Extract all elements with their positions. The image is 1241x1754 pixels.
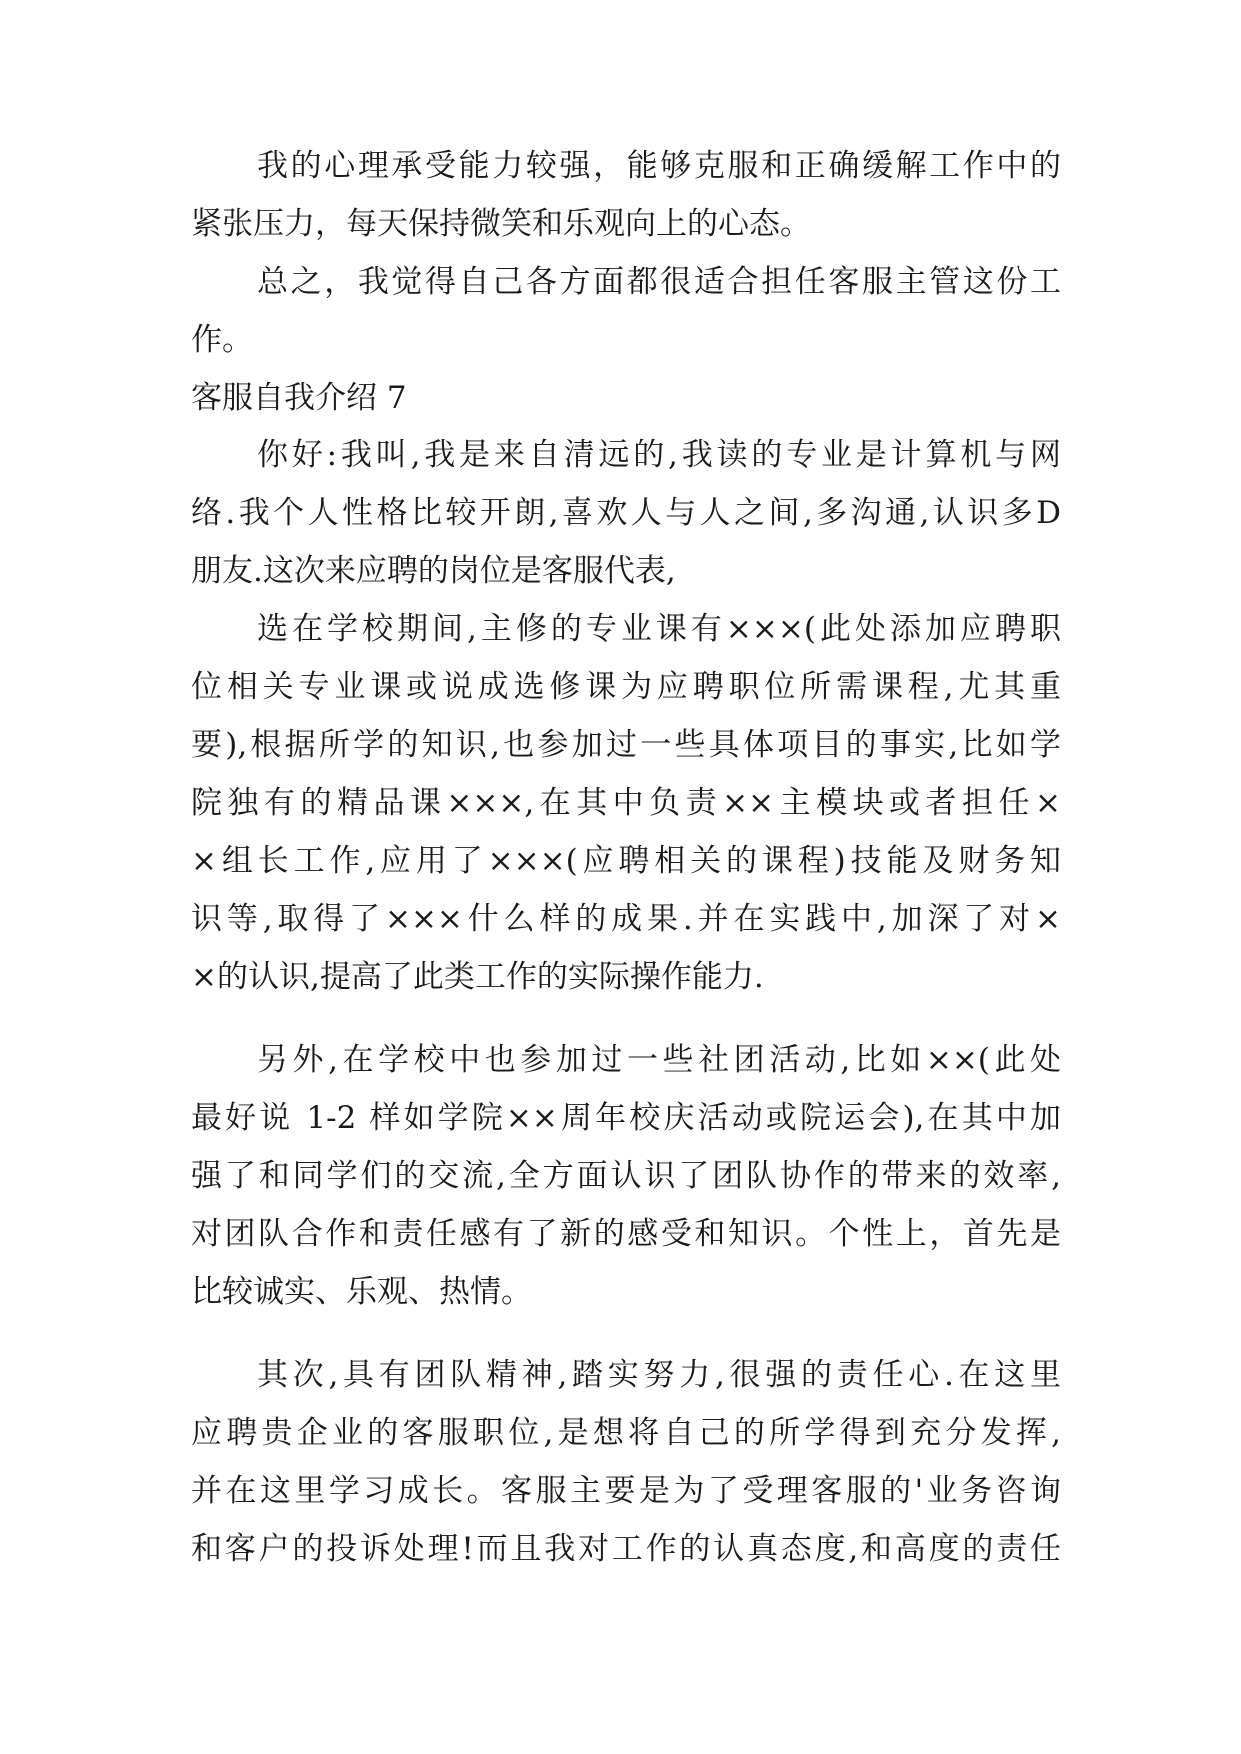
paragraph-line: 络.我个人性格比较开朗,喜欢人与人之间,多沟通,认识多D [191, 495, 1061, 531]
paragraph-line: 朋友.这次来应聘的岗位是客服代表, [191, 553, 676, 589]
paragraph-line: 并在这里学习成长。客服主要是为了受理客服的'业务咨询 [191, 1473, 1061, 1509]
paragraph-line: 最好说 1-2 样如学院××周年校庆活动或院运会),在其中加 [191, 1100, 1061, 1136]
paragraph-line: ×的认识,提高了此类工作的实际操作能力. [191, 959, 764, 995]
paragraph-line: 其次,具有团队精神,踏实努力,很强的责任心.在这里 [257, 1357, 1061, 1393]
paragraph-line: ×组长工作,应用了×××(应聘相关的课程)技能及财务知 [191, 843, 1061, 879]
paragraph-line: 另外,在学校中也参加过一些社团活动,比如××(此处 [257, 1042, 1061, 1078]
paragraph-line: 我的心理承受能力较强，能够克服和正确缓解工作中的 [257, 148, 1061, 184]
paragraph-line: 选在学校期间,主修的专业课有×××(此处添加应聘职 [257, 611, 1061, 647]
paragraph-line: 应聘贵企业的客服职位,是想将自己的所学得到充分发挥, [191, 1415, 1061, 1451]
paragraph-line: 总之，我觉得自己各方面都很适合担任客服主管这份工 [257, 264, 1061, 300]
paragraph-line: 你好:我叫,我是来自清远的,我读的专业是计算机与网 [257, 437, 1061, 473]
paragraph-line: 院独有的精品课×××,在其中负责××主模块或者担任× [191, 785, 1061, 821]
paragraph-line: 对团队合作和责任感有了新的感受和知识。个性上，首先是 [191, 1216, 1061, 1252]
paragraph-line: 识等,取得了×××什么样的成果.并在实践中,加深了对× [191, 901, 1061, 937]
paragraph-line: 和客户的投诉处理!而且我对工作的认真态度,和高度的责任 [191, 1531, 1061, 1567]
paragraph-line: 比较诚实、乐观、热情。 [191, 1274, 532, 1310]
paragraph-line: 作。 [191, 322, 253, 358]
paragraph-line: 位相关专业课或说成选修课为应聘职位所需课程,尤其重 [191, 669, 1061, 705]
section-heading: 客服自我介绍 7 [191, 380, 407, 416]
paragraph-line: 强了和同学们的交流,全方面认识了团队协作的带来的效率, [191, 1158, 1061, 1194]
paragraph-line: 要),根据所学的知识,也参加过一些具体项目的事实,比如学 [191, 727, 1061, 763]
paragraph-line: 紧张压力，每天保持微笑和乐观向上的心态。 [191, 206, 811, 242]
